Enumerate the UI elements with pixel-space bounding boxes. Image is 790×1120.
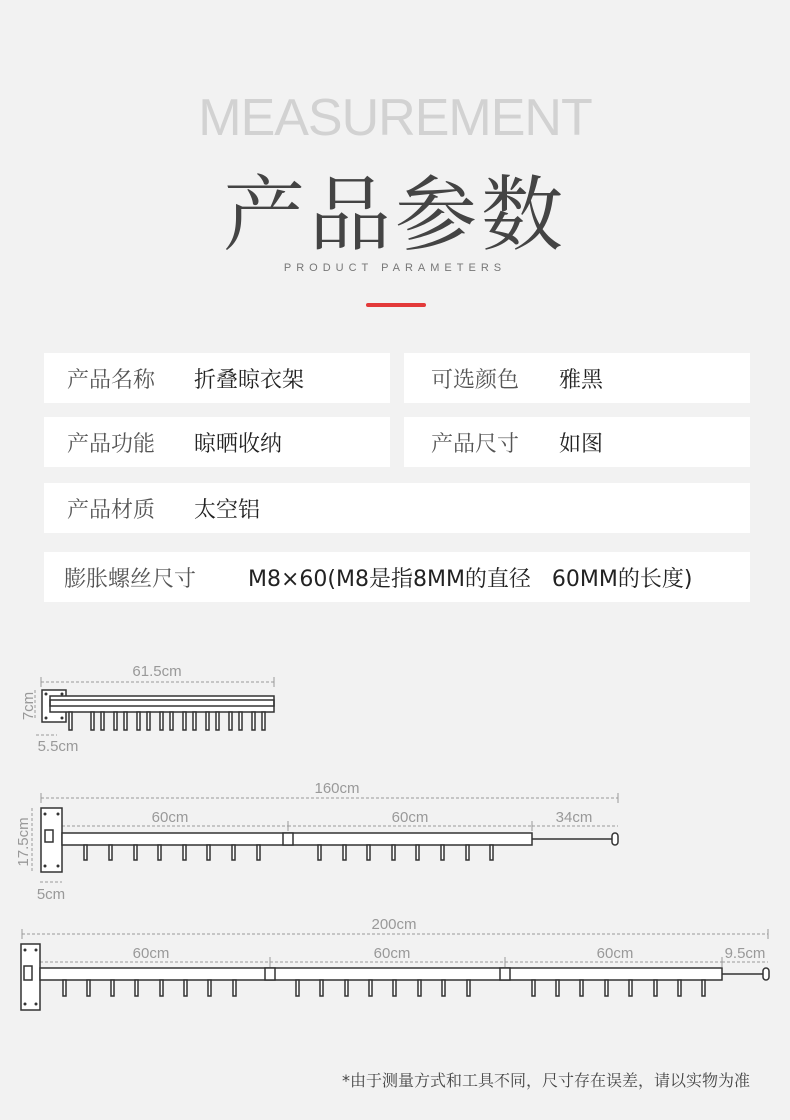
dim-label: 200cm	[371, 916, 417, 933]
dim-label: 9.5cm	[724, 945, 766, 962]
english-title: MEASUREMENT	[198, 89, 592, 147]
dim-label: 60cm	[132, 945, 170, 962]
dim-label: 60cm	[596, 945, 634, 962]
disclaimer-note: *由于测量方式和工具不同，尺寸存在误差，请以实物为准	[341, 1071, 750, 1090]
dimension-diagrams	[0, 640, 790, 1040]
param-label: 可选颜色	[431, 367, 520, 393]
param-product-name	[44, 353, 390, 403]
param-value: 太空铝	[194, 497, 261, 523]
accent-divider	[366, 303, 426, 307]
param-value: 晾晒收纳	[194, 431, 283, 457]
dim-label: 60cm	[373, 945, 411, 962]
param-size	[404, 417, 750, 467]
param-value: 折叠晾衣架	[194, 367, 305, 393]
sub-title: PRODUCT PARAMETERS	[283, 262, 507, 274]
param-value: 雅黑	[559, 367, 604, 393]
param-screw	[44, 552, 750, 602]
param-value: 如图	[559, 431, 604, 457]
chinese-title: 产品参数	[222, 168, 567, 263]
param-value: M8×60(M8是指8MM的直径 60MM的长度)	[248, 566, 693, 592]
dim-label: 7cm	[20, 691, 37, 721]
param-function	[44, 417, 390, 467]
dim-label: 5.5cm	[37, 738, 79, 755]
param-label: 产品材质	[67, 497, 156, 523]
dim-label: 60cm	[391, 809, 429, 826]
dim-label: 17.5cm	[15, 817, 32, 867]
dim-label: 60cm	[151, 809, 189, 826]
dim-label: 160cm	[314, 780, 360, 797]
dim-label: 34cm	[555, 809, 593, 826]
param-label: 膨胀螺丝尺寸	[64, 566, 197, 592]
param-label: 产品功能	[67, 431, 156, 457]
dim-label: 61.5cm	[132, 663, 182, 680]
dim-label: 5cm	[36, 886, 66, 903]
param-material	[44, 483, 750, 533]
param-color	[404, 353, 750, 403]
param-label: 产品尺寸	[431, 431, 520, 457]
param-label: 产品名称	[67, 367, 156, 393]
